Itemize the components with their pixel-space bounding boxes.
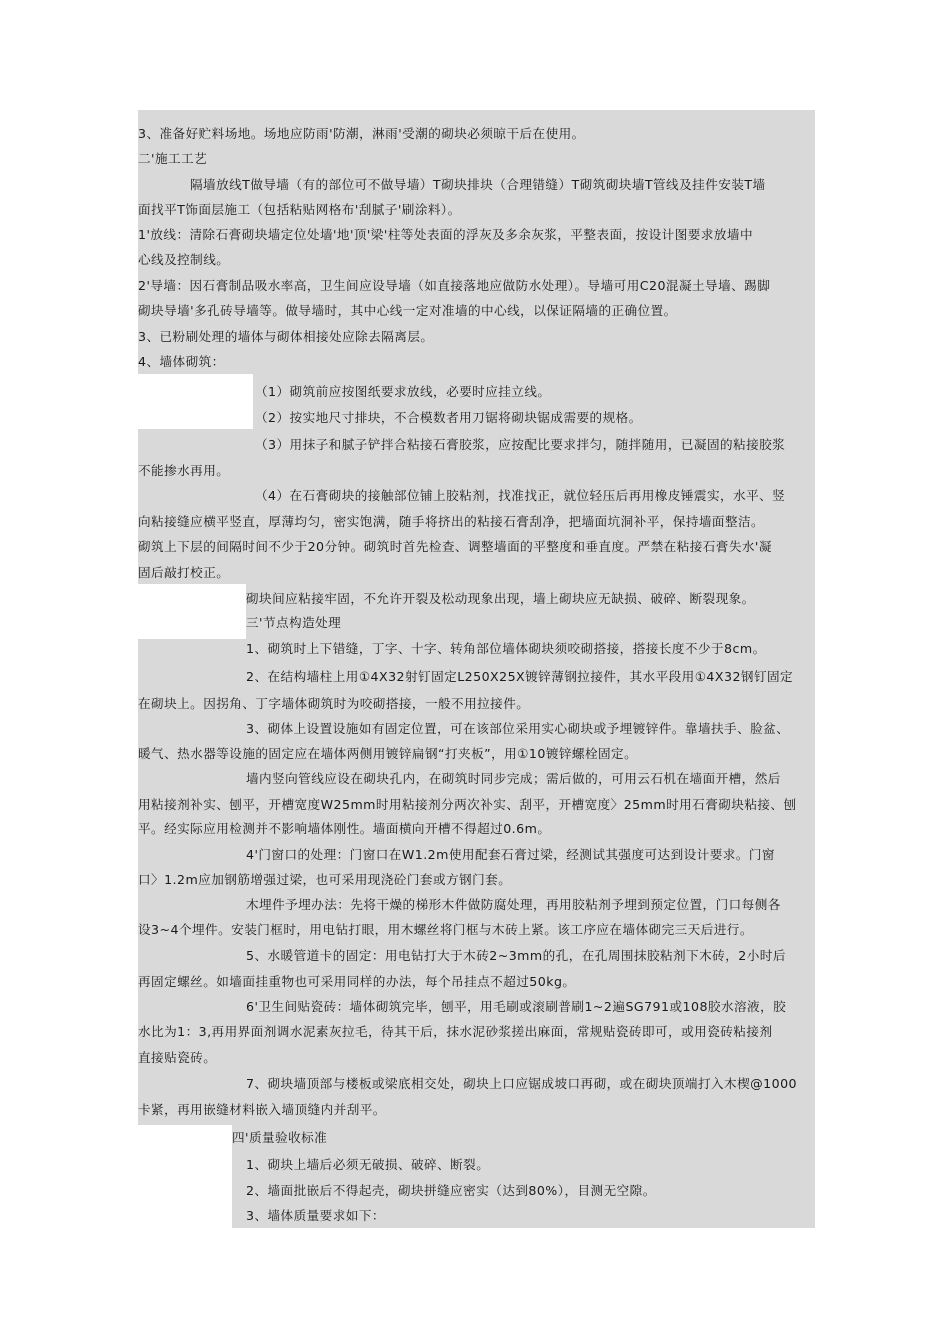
text-line: 暖气、热水器等设施的固定应在墙体两侧用镀锌扁钢“打夹板”，用①10镀锌螺栓固定。 xyxy=(138,746,638,761)
text-line: 1'放线：清除石膏砌块墙定位处墙'地'顶'梁'柱等处表面的浮灰及多余灰浆，平整表面，按设计图要求放墙中 xyxy=(138,227,753,242)
text-line: 不能掺水再用。 xyxy=(138,463,230,478)
text-line: 水比为1：3,再用界面剂调水泥素灰拉毛，待其干后，抹水泥砂浆搓出麻面，常规贴瓷砖即可，或用瓷砖粘接剂 xyxy=(138,1024,773,1039)
text-line: 砌块间应粘接牢固，不允许开裂及松动现象出现，墙上砌块应无缺损、破碎、断裂现象。 xyxy=(246,591,755,606)
text-line: 隔墙放线T做导墙（有的部位可不做导墙）T砌块排块（合理错缝）T砌筑砌块墙T管线及挂件安装T墙 xyxy=(190,177,766,192)
text-line: 用粘接剂补实、刨平，开槽宽度W25mm时用粘接剂分两次补实、刮平，开槽宽度〉25mm时用石膏砌块粘接、刨 xyxy=(138,797,797,812)
text-line: 砌块导墙'多孔砖导墙等。做导墙时，其中心线一定对准墙的中心线，以保证隔墙的正确位置。 xyxy=(138,303,677,318)
text-line: 7、砌块墙顶部与楼板或梁底相交处，砌块上口应锯成坡口再砌，或在砌块顶端打入木楔@1000 xyxy=(246,1076,798,1091)
text-line: 2'导墙：因石膏制品吸水率高，卫生间应设导墙（如直接落地应做防水处理）。导墙可用C20混凝土导墙、踢脚 xyxy=(138,278,771,293)
text-line: 3、砌体上设置设施如有固定位置，可在该部位采用实心砌块或予埋镀锌件。靠墙扶手、脸盆、 xyxy=(246,721,790,736)
text-line: 3、准备好贮料场地。场地应防雨'防潮，淋雨'受潮的砌块必须晾干后在使用。 xyxy=(138,126,585,141)
text-line: 再固定螺丝。如墙面挂重物也可采用同样的办法，每个吊挂点不超过50kg。 xyxy=(138,974,576,989)
text-line: （3）用抹子和腻子铲拌合粘接石膏胶浆，应按配比要求拌匀，随拌随用，已凝固的粘接胶浆 xyxy=(255,437,786,452)
text-line: 木埋件予埋办法：先将干燥的梯形木件做防腐处理，再用胶粘剂予埋到预定位置，门口每侧各 xyxy=(246,897,781,912)
text-line: 向粘接缝应横平竖直，厚薄均匀，密实饱满，随手将挤出的粘接石膏刮净，把墙面坑洞补平，保持墙面整洁。 xyxy=(138,514,765,529)
text-line: 心线及控制线。 xyxy=(138,252,230,267)
text-line: 直接贴瓷砖。 xyxy=(138,1050,217,1065)
text-line: 墙内竖向管线应设在砌块孔内，在砌筑时同步完成；需后做的，可用云石机在墙面开槽，然后 xyxy=(246,771,781,786)
text-line: 5、水暖管道卡的固定：用电钻打大于木砖2~3mm的孔，在孔周围抹胶粘剂下木砖，2小时后 xyxy=(246,948,786,963)
section-heading: 二'施工工艺 xyxy=(138,151,208,166)
text-line: 平。经实际应用检测并不影响墙体刚性。墙面横向开槽不得超过0.6m。 xyxy=(138,821,551,836)
text-line: 固后敲打校正。 xyxy=(138,565,230,580)
text-line: 3、已粉刷处理的墙体与砌体相接处应除去隔离层。 xyxy=(138,329,434,344)
section-heading: 三'节点构造处理 xyxy=(246,615,342,630)
text-line: 口〉1.2m应加钢筋增强过梁，也可采用现浇砼门套或方钢门套。 xyxy=(138,872,512,887)
text-line: 4、墙体砌筑： xyxy=(138,354,225,369)
text-line: 3、墙体质量要求如下： xyxy=(246,1208,385,1223)
text-line: 砌筑上下层的间隔时间不少于20分钟。砌筑时首先检查、调整墙面的平整度和垂直度。严禁在粘接石膏失水'凝 xyxy=(138,539,772,554)
text-line: （2）按实地尺寸排块，不合模数者用刀锯将砌块锯成需要的规格。 xyxy=(255,410,642,425)
text-line: 设3~4个埋件。安装门框时，用电钻打眼，用木螺丝将门框与木砖上紧。该工序应在墙体砌完三天后进行。 xyxy=(138,922,753,937)
text-line: 2、在结构墙柱上用①4X32射钉固定L250X25X镀锌薄钢拉接件，其水平段用①4X32钢钉固定 xyxy=(246,669,794,684)
text-line: 4'门窗口的处理：门窗口在W1.2m使用配套石膏过梁，经测试其强度可达到设计要求。门窗 xyxy=(246,847,775,862)
text-line: 6'卫生间贴瓷砖：墙体砌筑完毕，刨平，用毛刷或滚刷普刷1~2遍SG791或108胶水溶液，胶 xyxy=(246,999,787,1014)
text-line: 1、砌筑时上下错缝，丁字、十字、转角部位墙体砌块须咬砌搭接，搭接长度不少于8cm。 xyxy=(246,641,766,656)
section-heading: 四'质量验收标准 xyxy=(232,1130,328,1145)
text-line: （1）砌筑前应按图纸要求放线，必要时应挂立线。 xyxy=(255,384,551,399)
text-line: 在砌块上。因拐角、丁字墙体砌筑时为咬砌搭接，一般不用拉接件。 xyxy=(138,696,530,711)
text-line: 卡紧，再用嵌缝材料嵌入墙顶缝内并刮平。 xyxy=(138,1102,386,1117)
text-line: （4）在石膏砌块的接触部位铺上胶粘剂，找准找正，就位轻压后再用橡皮锤震实，水平、竖 xyxy=(255,488,786,503)
text-line: 2、墙面批嵌后不得起壳，砌块拼缝应密实（达到80%），目测无空隙。 xyxy=(246,1183,656,1198)
text-line: 面找平T饰面层施工（包括粘贴网格布'刮腻子'刷涂料）。 xyxy=(138,202,461,217)
text-line: 1、砌块上墙后必须无破损、破碎、断裂。 xyxy=(246,1157,490,1172)
